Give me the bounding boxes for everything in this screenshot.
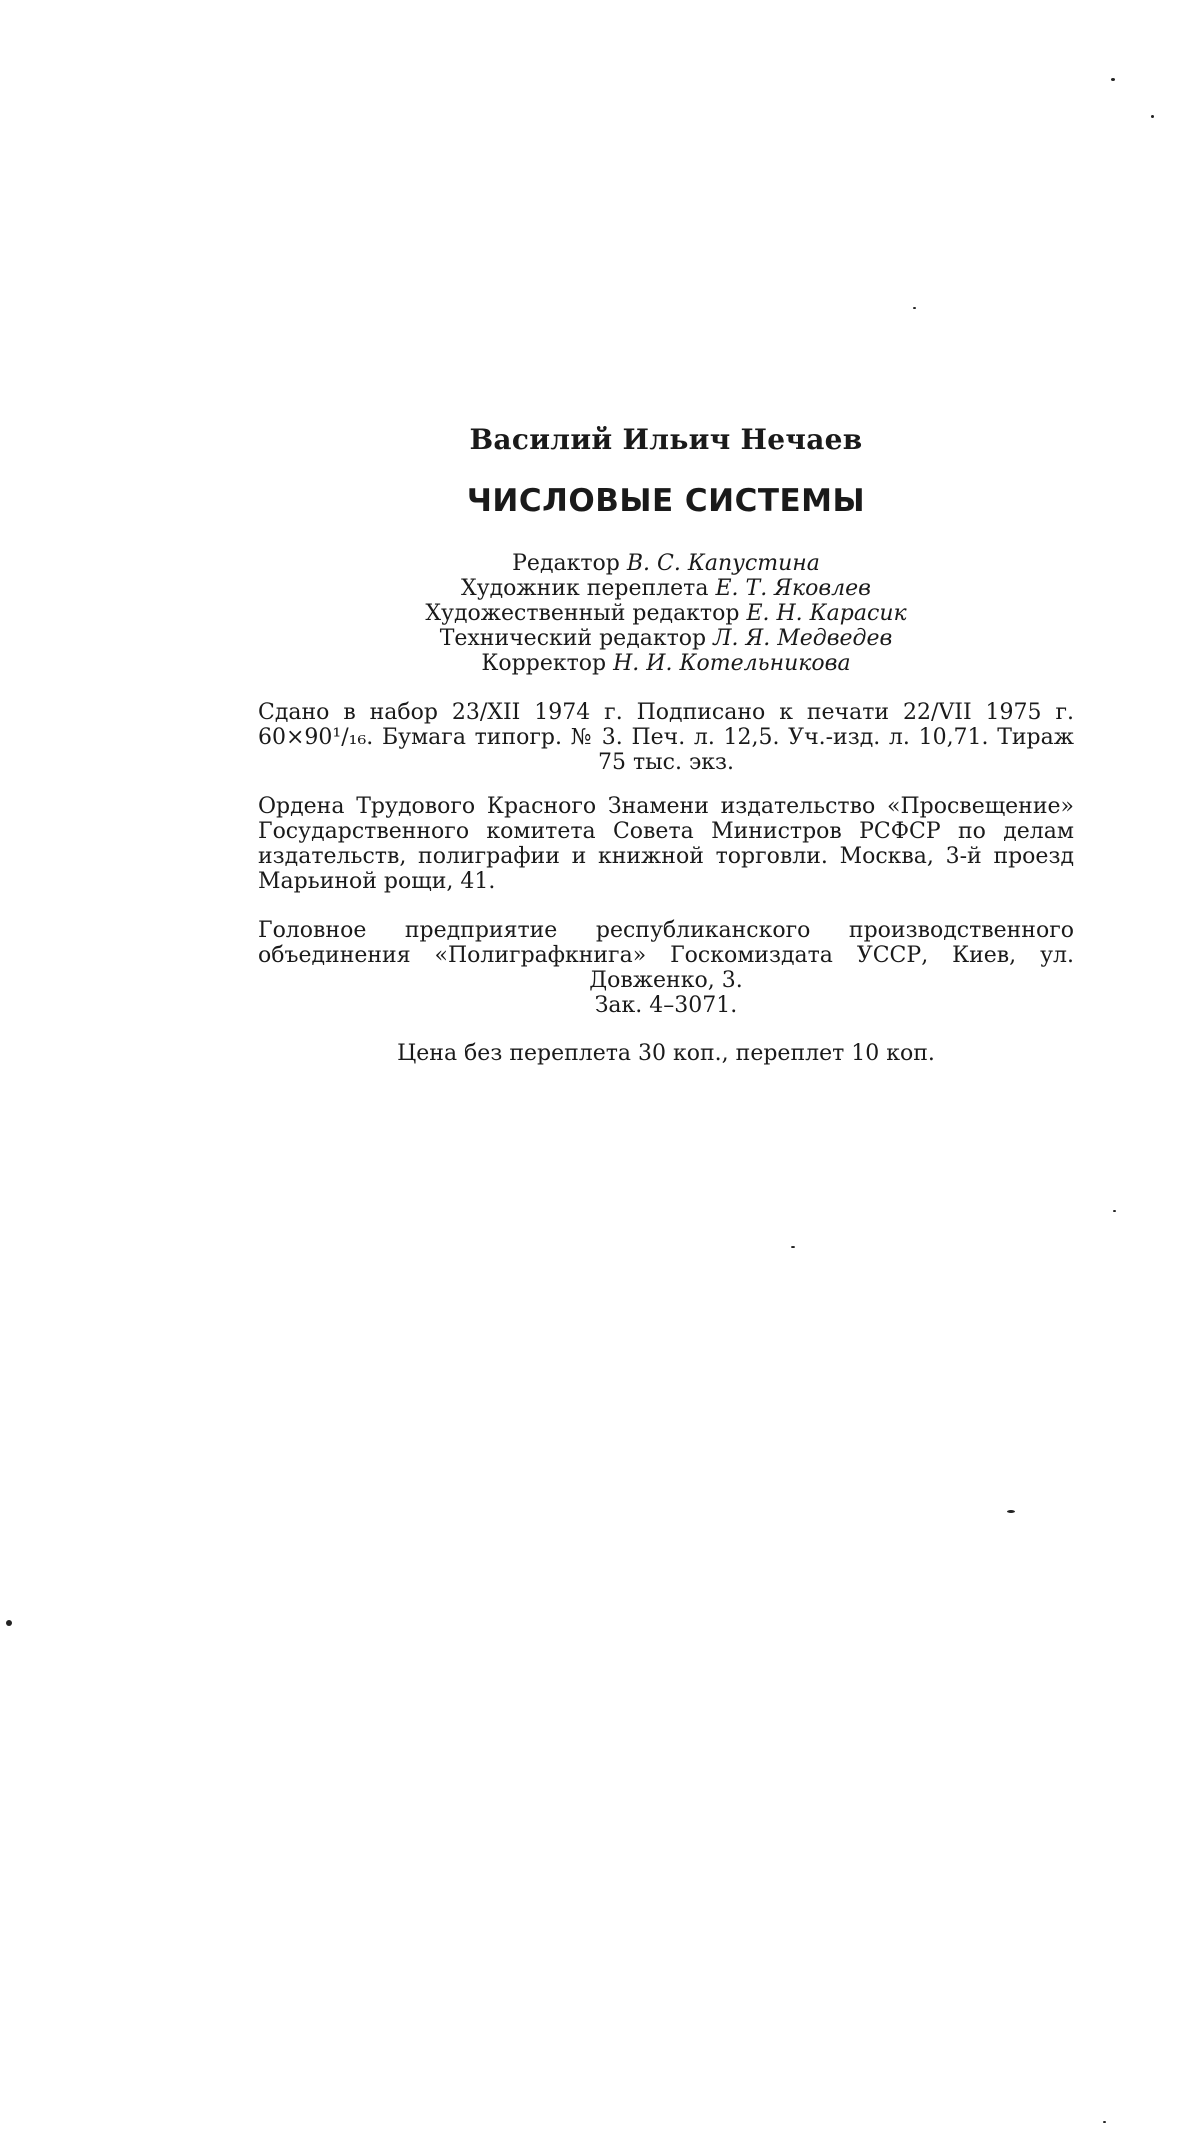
credit-name: Н. И. Котельникова [613,651,851,676]
scan-speck [1007,1510,1015,1513]
credit-name: Л. Я. Медведев [713,626,893,651]
scan-speck [913,307,916,309]
credit-role: Художественный редактор [425,601,740,626]
credit-name: Е. Н. Карасик [746,601,907,626]
scan-speck [6,1620,12,1626]
credit-editor [258,551,1074,576]
credit-name: В. С. Капустина [626,551,820,576]
author-name: Василий Ильич Нечаев [469,423,863,456]
credit-art-editor [258,601,1074,626]
credit-proofreader [258,651,1074,676]
price-line: Цена без переплета 30 коп., переплет 10 коп. [397,1041,935,1066]
scan-speck [1113,1210,1116,1212]
credit-technical-editor [258,626,1074,651]
print-details: Сдано в набор 23/XII 1974 г. Подписано к печати 22/VII 1975 г. 60×90¹/₁₆. Бумага типогр. № 3. Печ. л. 12,5. Уч.-изд. л. 10,71. Тираж 75 тыс. экз. [258,700,1074,775]
scan-speck [1151,115,1154,118]
printer-info [258,918,1074,1018]
book-title: ЧИСЛОВЫЕ СИСТЕМЫ [466,483,866,519]
credits-list [258,551,1074,676]
credit-role: Корректор [481,651,607,676]
scan-speck [1103,2121,1106,2123]
credit-role: Редактор [512,551,620,576]
printer-text: Головное предприятие республиканского производственного объединения «Полиграфкнига» Госкомиздата УССР, Киев, ул. Довженко, 3. [258,918,1074,993]
scan-speck [1111,78,1115,81]
order-number: Зак. 4–3071. [594,993,738,1018]
scan-speck [791,1246,795,1248]
credit-role: Художник переплета [461,576,709,601]
publisher-info: Ордена Трудового Красного Знамени издательство «Просвещение» Государственного комитета Совета Министров РСФСР по делам издательств, полиграфии и книжной торговли. Москва, 3-й проезд Марьиной рощи, 41. [258,794,1074,894]
credit-role: Технический редактор [439,626,707,651]
credit-cover-artist [258,576,1074,601]
credit-name: Е. Т. Яковлев [715,576,871,601]
